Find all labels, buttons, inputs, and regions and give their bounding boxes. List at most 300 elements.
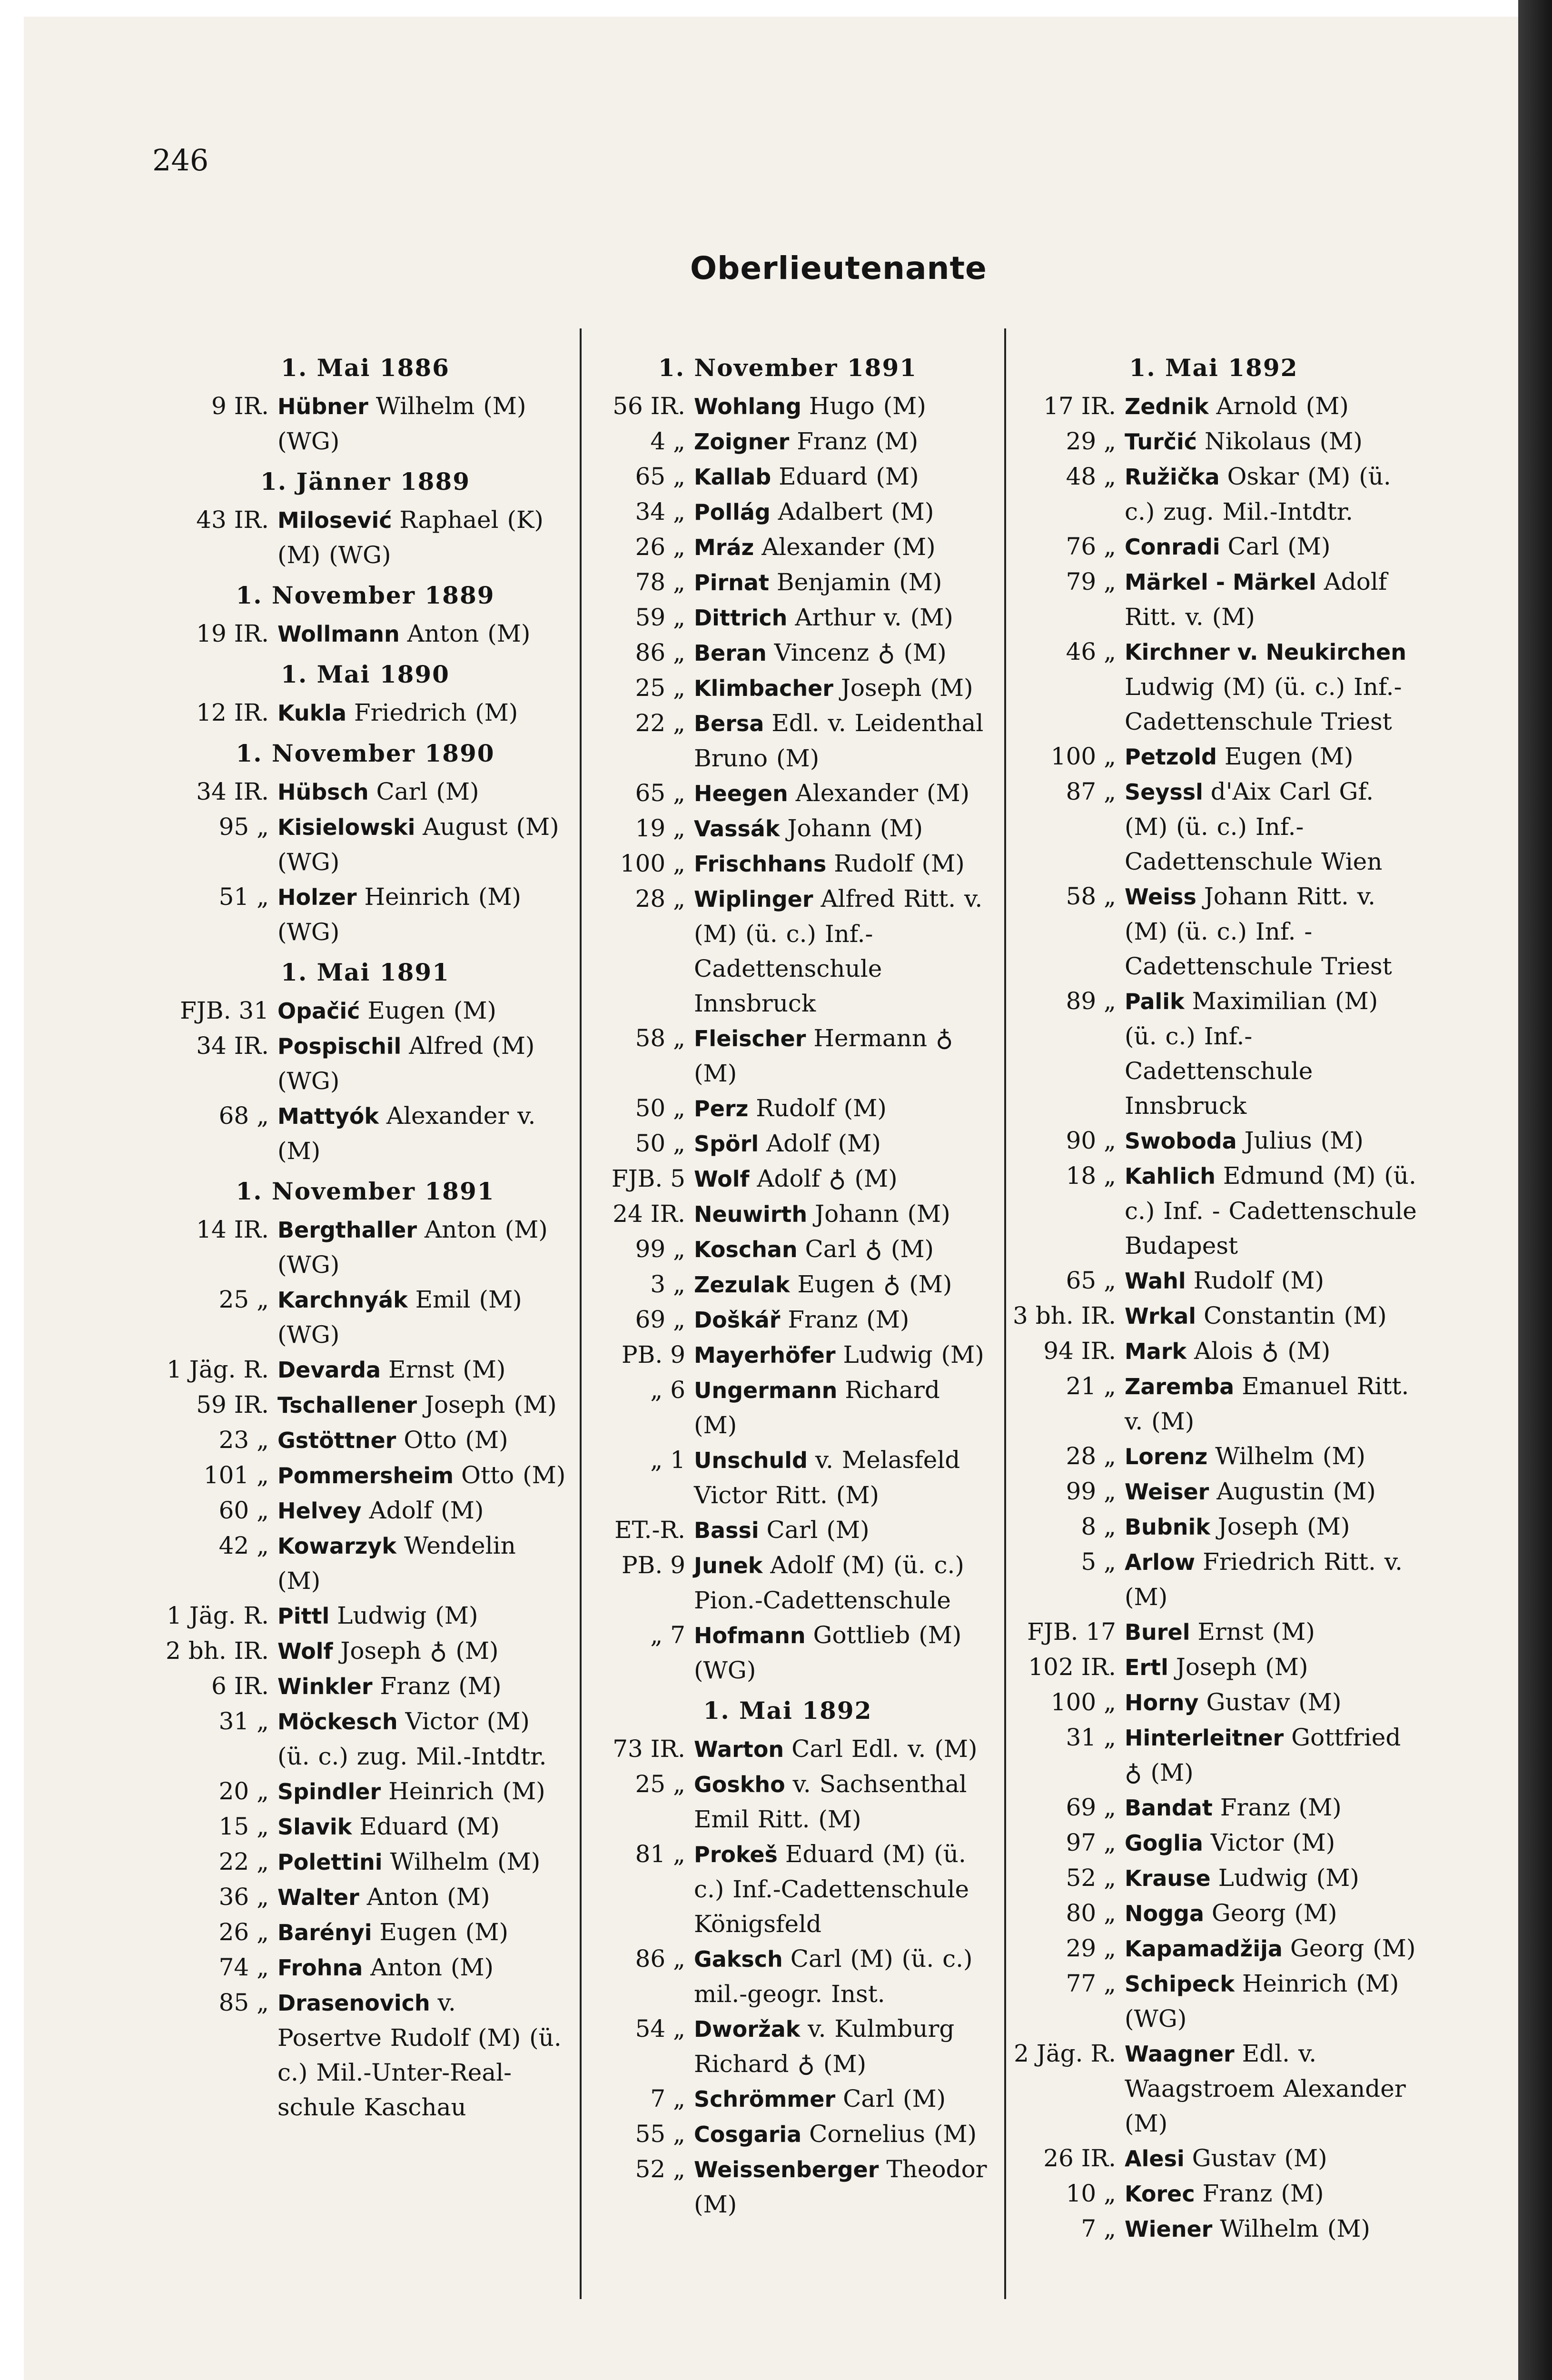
unit-designation: 25 „ xyxy=(218,1286,269,1313)
officer-surname: Kallab xyxy=(694,464,771,490)
officer-text xyxy=(269,1915,566,1950)
officer-text xyxy=(685,776,990,811)
officer-details: Friedrich (M) xyxy=(354,699,518,726)
officer-text xyxy=(269,1774,566,1809)
officer-text xyxy=(269,993,566,1029)
officer-details: Emil (M) (WG) xyxy=(277,1286,522,1349)
officer-surname: Weiss xyxy=(1125,884,1196,910)
officer-entry xyxy=(585,600,990,635)
unit-designation: 59 IR. xyxy=(196,1391,269,1418)
officer-text xyxy=(685,530,990,565)
officer-text xyxy=(1116,1931,1418,1966)
officer-details: Wilhelm (M) xyxy=(390,1848,541,1875)
officer-surname: Ertl xyxy=(1125,1655,1168,1680)
officer-details: Joseph (M) xyxy=(1176,1653,1308,1681)
officer-text xyxy=(1116,774,1418,879)
unit-designation: 100 „ xyxy=(1050,743,1116,770)
officer-text xyxy=(685,1232,990,1267)
unit-designation: 73 IR. xyxy=(613,1735,685,1763)
officer-text xyxy=(1116,1896,1418,1931)
officer-entry xyxy=(585,846,990,882)
officer-entry xyxy=(1009,2211,1418,2247)
officer-details: Rudolf (M) xyxy=(834,850,965,877)
officer-surname: Slavik xyxy=(277,1814,352,1840)
unit-designation: „ 7 xyxy=(650,1621,685,1649)
officer-entry xyxy=(1009,1474,1418,1509)
officer-surname: Horny xyxy=(1125,1690,1199,1716)
unit-designation: 101 „ xyxy=(203,1461,269,1489)
unit-designation: 79 „ xyxy=(1066,568,1116,595)
officer-entry xyxy=(585,1513,990,1548)
officer-details: Friedrich Ritt. v. (M) xyxy=(1125,1548,1403,1611)
officer-surname: Mráz xyxy=(694,535,754,560)
officer-text xyxy=(1116,739,1418,774)
officer-details: Carl (M) (ü. c.) mil.-geogr. Inst. xyxy=(694,1945,973,2008)
unit-designation: 4 „ xyxy=(650,427,685,455)
officer-entry xyxy=(585,1091,990,1126)
unit-designation: 19 IR. xyxy=(196,620,269,647)
unit-designation: 56 IR. xyxy=(613,392,685,420)
officer-details: Constantin (M) xyxy=(1203,1302,1387,1329)
promotion-date-heading: 1. Mai 1890 xyxy=(281,660,450,688)
officer-details: v. Melasfeld Victor Ritt. (M) xyxy=(694,1446,960,1509)
unit-designation: 81 „ xyxy=(635,1840,685,1868)
officer-entry xyxy=(1009,2036,1418,2141)
unit-designation: 86 „ xyxy=(635,1945,685,1973)
officer-text xyxy=(1116,1334,1418,1369)
officer-details: Augustin (M) xyxy=(1216,1478,1376,1505)
officer-text xyxy=(685,459,990,495)
officer-entry xyxy=(585,1161,990,1197)
officer-text xyxy=(1116,2141,1418,2176)
officer-details: Hermann ♁ (M) xyxy=(694,1024,953,1087)
officer-text xyxy=(685,811,990,846)
officer-text xyxy=(1116,424,1418,459)
officer-entry xyxy=(585,1302,990,1338)
unit-designation: 19 „ xyxy=(635,814,685,842)
officer-text xyxy=(685,635,990,671)
unit-designation: 77 „ xyxy=(1066,1970,1116,1997)
officer-entry xyxy=(164,389,566,459)
officer-surname: Perz xyxy=(694,1096,749,1121)
officer-entry xyxy=(1009,2141,1418,2176)
officer-entry xyxy=(164,1423,566,1458)
officer-details: Edl. v. Leidenthal Bruno (M) xyxy=(694,709,984,772)
unit-designation: 24 IR. xyxy=(613,1200,685,1228)
officer-entry xyxy=(1009,1896,1418,1931)
officer-details: v. Kulmburg Richard ♁ (M) xyxy=(694,2015,955,2078)
officer-text xyxy=(685,2012,990,2082)
officer-text xyxy=(685,1338,990,1373)
promotion-date-heading: 1. Mai 1891 xyxy=(281,958,450,986)
officer-surname: Prokeš xyxy=(694,1842,778,1867)
officer-text xyxy=(269,1099,566,1169)
officer-entry xyxy=(1009,2176,1418,2211)
officer-text xyxy=(269,774,566,810)
officer-text xyxy=(1116,1263,1418,1299)
officer-details: Arnold (M) xyxy=(1216,392,1349,420)
officer-details: Joseph (M) xyxy=(424,1391,557,1418)
officer-details: Franz (M) xyxy=(380,1672,502,1700)
officer-surname: Hofmann xyxy=(694,1623,806,1648)
officer-details: Carl ♁ (M) xyxy=(805,1235,934,1263)
officer-text xyxy=(269,1352,566,1388)
officer-details: Edmund (M) (ü. c.) Inf. - Cadettenschule Budapest xyxy=(1125,1162,1417,1259)
column-rule-1 xyxy=(580,328,582,2299)
officer-surname: Krause xyxy=(1125,1865,1211,1891)
unit-designation: 1 Jäg. R. xyxy=(167,1356,269,1383)
officer-surname: Wrkal xyxy=(1125,1303,1196,1329)
officer-text xyxy=(1116,1861,1418,1896)
officer-entry xyxy=(164,810,566,880)
officer-entry xyxy=(585,811,990,846)
officer-details: Edl. v. Waagstroem Alexander (M) xyxy=(1125,2040,1406,2137)
officer-details: Alois ♁ (M) xyxy=(1194,1337,1331,1365)
officer-entry xyxy=(164,616,566,652)
officer-surname: Junek xyxy=(694,1553,763,1578)
officer-surname: Turčić xyxy=(1125,429,1197,455)
officer-entry xyxy=(164,880,566,950)
officer-text xyxy=(685,2082,990,2117)
officer-details: Anton (M) xyxy=(366,1883,490,1911)
officer-surname: Bassi xyxy=(694,1517,759,1543)
officer-text xyxy=(269,695,566,731)
unit-designation: 55 „ xyxy=(635,2120,685,2148)
officer-surname: Klimbacher xyxy=(694,675,833,701)
officer-text xyxy=(1116,1720,1418,1790)
officer-text xyxy=(269,1493,566,1528)
officer-entry xyxy=(164,1809,566,1844)
unit-designation: 65 „ xyxy=(1066,1267,1116,1294)
officer-surname: Opačić xyxy=(277,998,360,1024)
officer-surname: Drasenovich xyxy=(277,1990,430,2016)
officer-text xyxy=(269,1844,566,1880)
officer-surname: Wahl xyxy=(1125,1268,1186,1294)
officer-text xyxy=(1116,1159,1418,1263)
officer-text xyxy=(685,1767,990,1837)
officer-details: d'Aix Carl Gf. (M) (ü. c.) Inf.-Cadettenschule Wien xyxy=(1125,778,1383,875)
officer-surname: Kowarzyk xyxy=(277,1533,397,1559)
officer-details: Ludwig (M) xyxy=(1218,1864,1359,1892)
officer-entry xyxy=(585,1232,990,1267)
officer-entry xyxy=(585,2012,990,2082)
officer-details: Heinrich (M) xyxy=(388,1777,545,1805)
officer-text xyxy=(685,1548,990,1618)
officer-surname: Dittrich xyxy=(694,605,788,631)
officer-entry xyxy=(1009,1334,1418,1369)
officer-text xyxy=(1116,1545,1418,1615)
officer-details: Joseph (M) xyxy=(1217,1513,1350,1540)
unit-designation: „ 6 xyxy=(650,1376,685,1404)
unit-designation: 89 „ xyxy=(1066,987,1116,1015)
unit-designation: 42 „ xyxy=(218,1532,269,1559)
unit-designation: 3 „ xyxy=(650,1270,685,1298)
unit-designation: 80 „ xyxy=(1066,1899,1116,1927)
officer-entry xyxy=(1009,739,1418,774)
officer-details: Franz (M) xyxy=(788,1306,909,1333)
officer-details: Adolf ♁ (M) xyxy=(757,1165,898,1192)
officer-details: Adolf Ritt. v. (M) xyxy=(1125,568,1387,631)
officer-text xyxy=(1116,1123,1418,1159)
officer-text xyxy=(685,1373,990,1443)
officer-surname: Wolf xyxy=(277,1638,333,1664)
officer-text xyxy=(685,1443,990,1513)
officer-surname: Swoboda xyxy=(1125,1128,1237,1154)
officer-text xyxy=(685,2117,990,2152)
unit-designation: 29 „ xyxy=(1066,427,1116,455)
officer-details: Gustav (M) xyxy=(1192,2144,1327,2172)
officer-surname: Petzold xyxy=(1125,744,1217,770)
unit-designation: 1 Jäg. R. xyxy=(167,1602,269,1629)
officer-entry xyxy=(585,1837,990,1942)
officer-surname: Mark xyxy=(1125,1339,1187,1364)
officer-surname: Schrömmer xyxy=(694,2086,836,2112)
officer-surname: Pollág xyxy=(694,499,771,525)
officer-surname: Wollmann xyxy=(277,621,400,647)
officer-surname: Neuwirth xyxy=(694,1201,808,1227)
officer-text xyxy=(1116,529,1418,565)
unit-designation: FJB. 31 xyxy=(180,997,269,1024)
unit-designation: 34 „ xyxy=(635,498,685,526)
officer-details: Anton (M) xyxy=(407,620,531,647)
officer-details: Alfred Ritt. v. (M) (ü. c.) Inf.-Cadettenschule Innsbruck xyxy=(694,885,983,1017)
officer-surname: Unschuld xyxy=(694,1448,808,1473)
unit-designation: 102 IR. xyxy=(1028,1653,1116,1681)
officer-details: Eugen ♁ (M) xyxy=(797,1270,952,1298)
officer-details: Alfred (M) (WG) xyxy=(277,1032,535,1095)
officer-details: Alexander v. (M) xyxy=(277,1102,536,1165)
officer-details: Oskar (M) (ü. c.) zug. Mil.-Intdtr. xyxy=(1125,463,1391,526)
officer-entry xyxy=(1009,774,1418,879)
officer-details: Ludwig (M) (ü. c.) Inf.-Cadettenschule Triest xyxy=(1125,673,1402,735)
officer-entry xyxy=(164,1029,566,1099)
officer-text xyxy=(685,2152,990,2222)
officer-surname: Korec xyxy=(1125,2181,1195,2207)
officer-surname: Wohlang xyxy=(694,394,801,419)
officer-entry xyxy=(1009,1790,1418,1825)
officer-text xyxy=(269,1423,566,1458)
officer-text xyxy=(685,1091,990,1126)
officer-details: Eugen (M) xyxy=(367,997,496,1024)
officer-entry xyxy=(585,1548,990,1618)
officer-details: Benjamin (M) xyxy=(776,568,942,596)
unit-designation: 26 „ xyxy=(635,533,685,561)
officer-entry xyxy=(164,1880,566,1915)
officer-text xyxy=(269,503,566,573)
officer-text xyxy=(269,1029,566,1099)
unit-designation: 74 „ xyxy=(218,1954,269,1981)
officer-surname: Burel xyxy=(1125,1619,1190,1645)
officer-surname: Koschan xyxy=(694,1237,798,1262)
unit-designation: 29 „ xyxy=(1066,1934,1116,1962)
officer-details: Franz (M) xyxy=(797,427,919,455)
officer-surname: Heegen xyxy=(694,781,788,806)
column-2 xyxy=(585,345,990,2222)
officer-surname: Möckesch xyxy=(277,1709,398,1735)
officer-surname: Ružička xyxy=(1125,464,1220,490)
officer-entry xyxy=(585,1732,990,1767)
officer-details: Arthur v. (M) xyxy=(795,604,953,631)
unit-designation: FJB. 5 xyxy=(611,1165,685,1192)
officer-details: Ernst (M) xyxy=(1197,1618,1315,1646)
officer-surname: Bersa xyxy=(694,711,764,736)
officer-text xyxy=(685,706,990,776)
officer-details: Emanuel Ritt. v. (M) xyxy=(1125,1372,1409,1435)
officer-surname: Alesi xyxy=(1125,2146,1185,2172)
promotion-date-heading: 1. Mai 1886 xyxy=(281,354,450,382)
officer-entry xyxy=(585,1126,990,1161)
officer-surname: Kisielowski xyxy=(277,814,415,840)
officer-details: Alexander (M) xyxy=(795,779,970,807)
unit-designation: 58 „ xyxy=(635,1024,685,1052)
officer-entry xyxy=(1009,1720,1418,1790)
officer-text xyxy=(1116,389,1418,424)
officer-details: Otto (M) xyxy=(404,1426,508,1454)
promotion-date-heading: 1. November 1891 xyxy=(236,1177,495,1205)
officer-entry xyxy=(164,1915,566,1950)
officer-details: Carl (M) xyxy=(376,778,479,805)
unit-designation: 52 „ xyxy=(635,2155,685,2183)
officer-entry xyxy=(1009,1825,1418,1861)
officer-surname: Wiener xyxy=(1125,2216,1213,2242)
officer-details: Theodor (M) xyxy=(694,2155,987,2218)
officer-text xyxy=(1116,1825,1418,1861)
unit-designation: 86 „ xyxy=(635,639,685,666)
officer-details: Joseph (M) xyxy=(840,674,973,702)
officer-details: Richard (M) xyxy=(694,1376,940,1439)
officer-details: Julius (M) xyxy=(1244,1127,1364,1154)
unit-designation: 7 „ xyxy=(1081,2215,1116,2242)
unit-designation: 25 „ xyxy=(635,1770,685,1798)
officer-text xyxy=(1116,1439,1418,1474)
officer-surname: Polettini xyxy=(277,1849,383,1875)
officer-entry xyxy=(585,882,990,1021)
officer-surname: Märkel - Märkel xyxy=(1125,569,1316,595)
officer-details: Rudolf (M) xyxy=(1193,1267,1325,1294)
officer-details: Ludwig (M) xyxy=(337,1602,478,1629)
officer-surname: Gaksch xyxy=(694,1946,783,1972)
officer-entry xyxy=(164,1282,566,1352)
officer-entry xyxy=(1009,1545,1418,1615)
officer-entry xyxy=(585,2117,990,2152)
officer-text xyxy=(685,1021,990,1091)
officer-text xyxy=(685,600,990,635)
unit-designation: 76 „ xyxy=(1066,533,1116,560)
officer-details: Georg (M) xyxy=(1211,1899,1337,1927)
unit-designation: 58 „ xyxy=(1066,883,1116,910)
unit-designation: 10 „ xyxy=(1066,2180,1116,2207)
officer-text xyxy=(269,1212,566,1282)
officer-surname: Dworžak xyxy=(694,2016,801,2042)
column-1 xyxy=(164,345,566,2125)
officer-text xyxy=(1116,984,1418,1123)
officer-surname: Warton xyxy=(694,1736,784,1762)
officer-surname: Spindler xyxy=(277,1779,381,1805)
officer-text xyxy=(269,1282,566,1352)
officer-entry xyxy=(164,1099,566,1169)
officer-details: Wendelin (M) xyxy=(277,1532,516,1595)
unit-designation: 34 IR. xyxy=(196,1032,269,1060)
officer-details: Joseph ♁ (M) xyxy=(340,1637,499,1665)
officer-surname: Vassák xyxy=(694,816,780,842)
officer-details: Rudolf (M) xyxy=(756,1094,887,1122)
officer-surname: Weiser xyxy=(1125,1479,1209,1505)
unit-designation: 54 „ xyxy=(635,2015,685,2043)
unit-designation: 85 „ xyxy=(218,1989,269,2016)
officer-surname: Hinterleitner xyxy=(1125,1725,1284,1751)
column-rule-2 xyxy=(1004,328,1006,2299)
officer-details: Heinrich (M) (WG) xyxy=(1125,1970,1399,2033)
officer-details: Anton (M) xyxy=(370,1954,494,1981)
officer-entry xyxy=(585,1338,990,1373)
officer-surname: Gstöttner xyxy=(277,1428,396,1453)
officer-details: Maximilian (M) (ü. c.) Inf.-Cadettenschule Innsbruck xyxy=(1125,987,1378,1120)
officer-details: Ludwig (M) xyxy=(843,1341,984,1368)
officer-entry xyxy=(585,424,990,459)
unit-designation: 12 IR. xyxy=(196,699,269,726)
officer-surname: Ungermann xyxy=(694,1378,838,1403)
officer-entry xyxy=(164,1669,566,1704)
unit-designation: 95 „ xyxy=(218,813,269,841)
officer-entry xyxy=(585,706,990,776)
unit-designation: 52 „ xyxy=(1066,1864,1116,1892)
officer-text xyxy=(1116,1509,1418,1545)
officer-entry xyxy=(585,530,990,565)
officer-entry xyxy=(1009,984,1418,1123)
unit-designation: 100 „ xyxy=(1050,1688,1116,1716)
officer-surname: Wolf xyxy=(694,1166,750,1192)
officer-entry xyxy=(1009,529,1418,565)
unit-designation: 90 „ xyxy=(1066,1127,1116,1154)
officer-text xyxy=(1116,2211,1418,2247)
promotion-date-heading: 1. November 1890 xyxy=(236,739,495,767)
officer-details: Johann (M) xyxy=(787,814,923,842)
officer-details: Wilhelm (M) (WG) xyxy=(277,392,526,455)
officer-details: Victor (M) (ü. c.) zug. Mil.-Intdtr. xyxy=(277,1707,547,1770)
officer-entry xyxy=(1009,565,1418,635)
officer-entry xyxy=(164,1985,566,2125)
officer-text xyxy=(269,1880,566,1915)
officer-surname: Helvey xyxy=(277,1498,362,1524)
unit-designation: 2 Jäg. R. xyxy=(1014,2040,1116,2067)
officer-surname: Mayerhöfer xyxy=(694,1342,836,1368)
promotion-date-heading: 1. Mai 1892 xyxy=(1129,354,1298,382)
unit-designation: 69 „ xyxy=(1066,1794,1116,1821)
unit-designation: 78 „ xyxy=(635,568,685,596)
unit-designation: 43 IR. xyxy=(196,506,269,534)
officer-text xyxy=(269,1809,566,1844)
officer-text xyxy=(685,1161,990,1197)
unit-designation: 60 „ xyxy=(218,1497,269,1524)
unit-designation: 5 „ xyxy=(1081,1548,1116,1576)
officer-entry xyxy=(164,1634,566,1669)
officer-text xyxy=(685,424,990,459)
unit-designation: 99 „ xyxy=(1066,1478,1116,1505)
officer-surname: Pospischil xyxy=(277,1033,402,1059)
unit-designation: 26 IR. xyxy=(1043,2144,1116,2172)
officer-text xyxy=(1116,1685,1418,1720)
officer-surname: Kahlich xyxy=(1125,1163,1216,1189)
officer-entry xyxy=(1009,1861,1418,1896)
unit-designation: 23 „ xyxy=(218,1426,269,1454)
officer-surname: Beran xyxy=(694,640,767,666)
officer-text xyxy=(1116,565,1418,635)
unit-designation: 99 „ xyxy=(635,1235,685,1263)
officer-details: Heinrich (M) (WG) xyxy=(277,883,522,946)
unit-designation: 69 „ xyxy=(635,1306,685,1333)
officer-surname: Zezulak xyxy=(694,1272,790,1298)
officer-surname: Barényi xyxy=(277,1920,372,1945)
